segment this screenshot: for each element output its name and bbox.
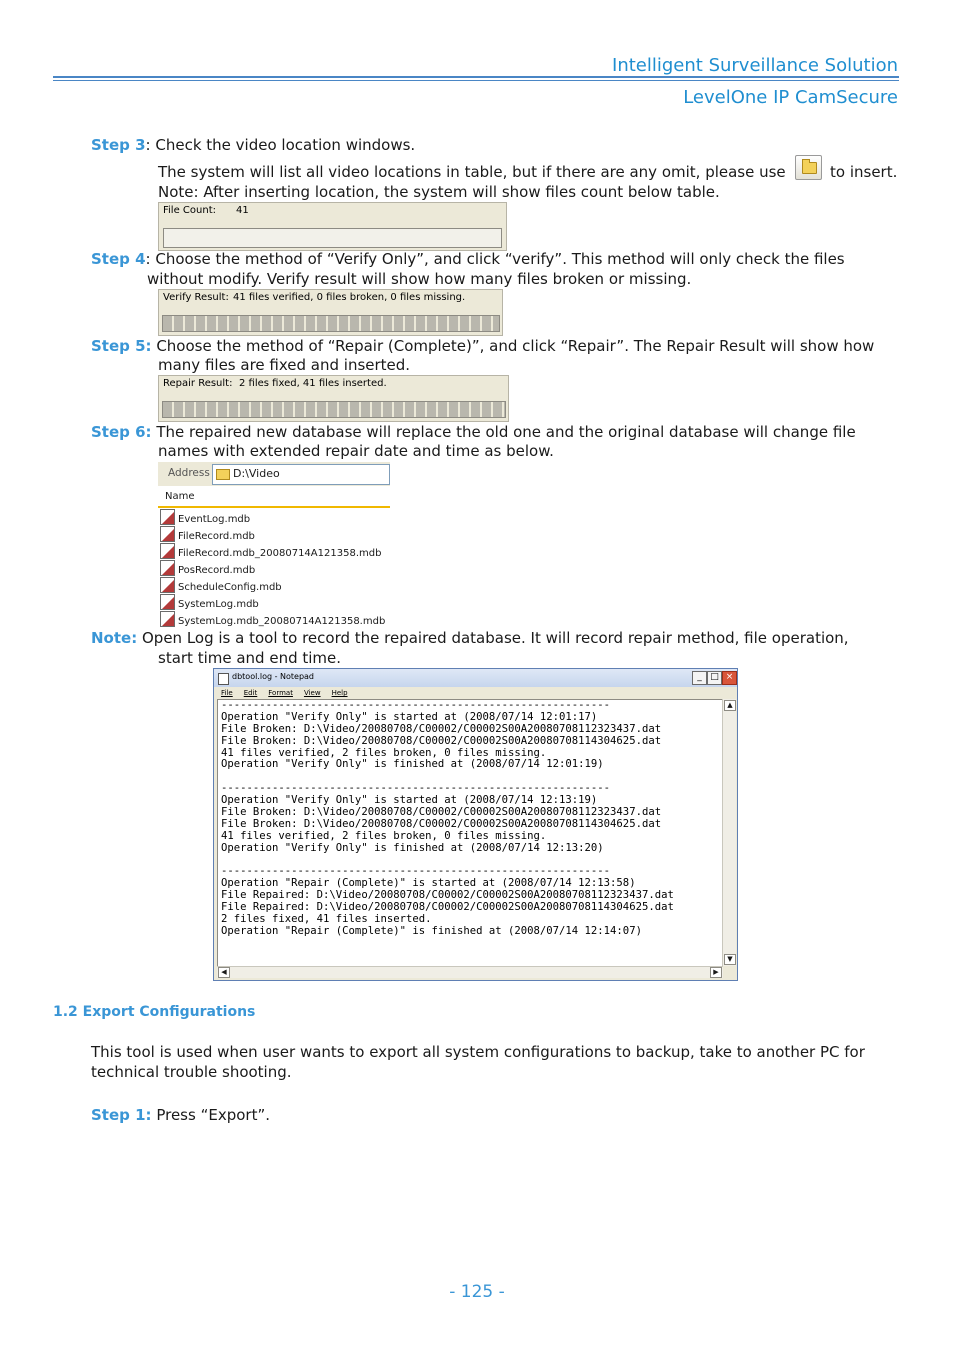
note-text2: start time and end time. [158, 649, 342, 667]
menu-view[interactable]: View [303, 689, 321, 697]
notepad-text-area[interactable] [217, 699, 723, 967]
scroll-down-arrow-icon[interactable]: ▼ [724, 954, 736, 965]
step4-text: : Choose the method of “Verify Only”, and click “verify”. This method will only check the files [145, 250, 845, 268]
file-count-label: File Count: [163, 205, 216, 216]
vertical-scrollbar[interactable] [722, 699, 736, 966]
file-name: ScheduleConfig.mdb [178, 582, 282, 593]
repair-progress-bar [162, 401, 506, 418]
file-name: FileRecord.mdb_20080714A121358.mdb [178, 548, 382, 559]
verify-result-value: 41 files verified, 0 files broken, 0 files missing. [233, 292, 466, 303]
log-line: Operation "Verify Only" is started at (2008/07/14 12:01:17) [221, 710, 598, 723]
section-para2: technical trouble shooting. [91, 1063, 292, 1081]
log-line: File Broken: D:\Video/20080708/C00002/C00002S00A20080708112323437.dat [221, 806, 662, 819]
step6-text: The repaired new database will replace the old one and the original database will change file [156, 423, 856, 441]
log-line: Operation "Repair (Complete)" is finished at (2008/07/14 12:14:07) [221, 924, 642, 937]
step3-text: : Check the video location windows. [145, 136, 416, 154]
verify-result-label: Verify Result: [163, 292, 229, 303]
log-line: 41 files verified, 2 files broken, 0 files missing. [221, 829, 547, 842]
mdb-file-icon [160, 509, 175, 525]
menu-edit[interactable]: Edit [243, 689, 258, 697]
menu-format[interactable]: Format [268, 689, 293, 697]
note-text: Open Log is a tool to record the repaired database. It will record repair method, file operation, [141, 629, 849, 647]
mdb-file-icon [160, 560, 175, 576]
explorer-window [158, 462, 390, 627]
step4-label: Step 4 [91, 250, 146, 268]
address-value: D:\Video [233, 467, 280, 480]
log-line: 41 files verified, 2 files broken, 0 files missing. [221, 746, 547, 759]
log-line: ------------------------------------------------------------- [221, 865, 611, 878]
repair-result-label: Repair Result: [163, 378, 233, 389]
step4-line [91, 249, 845, 269]
notepad-title: dbtool.log - Notepad [232, 672, 315, 681]
log-line: File Broken: D:\Video/20080708/C00002/C00002S00A20080708114304625.dat [221, 817, 662, 830]
address-field[interactable] [212, 464, 390, 485]
step3-line [91, 135, 415, 155]
step5-line [91, 336, 874, 356]
scroll-up-arrow-icon[interactable]: ▲ [724, 700, 736, 711]
section-step1-line [91, 1105, 270, 1125]
menu-help[interactable]: Help [331, 689, 348, 697]
step5-text2: many files are fixed and inserted. [158, 356, 411, 374]
mdb-file-icon [160, 611, 175, 627]
mdb-file-icon [160, 526, 175, 542]
address-bar [158, 462, 390, 486]
header-title: Intelligent Surveillance Solution [612, 55, 898, 76]
file-row[interactable] [160, 611, 385, 627]
close-button[interactable]: × [722, 671, 737, 685]
file-row[interactable] [160, 509, 250, 525]
folder-insert-icon[interactable] [795, 155, 822, 180]
notepad-titlebar[interactable] [214, 669, 737, 687]
file-name: SystemLog.mdb_20080714A121358.mdb [178, 616, 386, 627]
file-name: PosRecord.mdb [178, 565, 256, 576]
note-label: Note: [91, 629, 138, 647]
step6-line [91, 422, 856, 442]
file-name: FileRecord.mdb [178, 531, 255, 542]
section-para1: This tool is used when user wants to export all system configurations to backup, take to another PC for [91, 1043, 865, 1061]
file-name: EventLog.mdb [178, 514, 251, 525]
step3-desc1-tail: to insert. [830, 163, 898, 181]
file-row[interactable] [160, 594, 259, 610]
log-line: ------------------------------------------------------------- [221, 699, 611, 711]
mdb-file-icon [160, 543, 175, 559]
file-row[interactable] [160, 543, 381, 559]
horizontal-scrollbar[interactable] [217, 966, 723, 978]
file-count-panel [158, 202, 507, 251]
log-line: Operation "Verify Only" is finished at (2008/07/14 12:01:19) [221, 758, 604, 771]
header-rule [53, 76, 899, 78]
log-content [221, 700, 674, 938]
scroll-right-arrow-icon[interactable]: ▶ [710, 967, 722, 978]
repair-result-value: 2 files fixed, 41 files inserted. [239, 378, 387, 389]
notepad-icon [218, 673, 229, 685]
mdb-file-icon [160, 594, 175, 610]
header-rule-thin [53, 80, 899, 81]
folder-icon [216, 469, 230, 480]
log-line: ------------------------------------------------------------- [221, 782, 611, 795]
section-title: 1.2 Export Configurations [53, 1004, 256, 1020]
header-subtitle: LevelOne IP CamSecure [683, 87, 898, 108]
verify-progress-bar [162, 315, 500, 332]
step3-label: Step 3 [91, 136, 146, 154]
step3-desc2: Note: After inserting location, the system will show files count below table. [158, 183, 720, 201]
log-line: File Broken: D:\Video/20080708/C00002/C00002S00A20080708112323437.dat [221, 722, 662, 735]
column-header-name[interactable] [158, 488, 390, 508]
maximize-button[interactable]: □ [707, 671, 722, 685]
log-line: Operation "Repair (Complete)" is started at (2008/07/14 12:13:58) [221, 877, 636, 890]
step6-text2: names with extended repair date and time as below. [158, 442, 554, 460]
section-step1-label: Step 1: [91, 1106, 152, 1124]
step5-label: Step 5: [91, 337, 152, 355]
scroll-left-arrow-icon[interactable]: ◀ [218, 967, 230, 978]
page-number: - 125 - [449, 1282, 505, 1302]
file-row[interactable] [160, 560, 255, 576]
log-line: File Repaired: D:\Video/20080708/C00002/C00002S00A20080708114304625.dat [221, 901, 674, 914]
verify-result-panel [158, 289, 503, 336]
log-line: File Repaired: D:\Video/20080708/C00002/C00002S00A20080708112323437.dat [221, 889, 674, 902]
file-name: SystemLog.mdb [178, 599, 259, 610]
step4-text2: without modify. Verify result will show how many files broken or missing. [147, 270, 692, 288]
log-line: File Broken: D:\Video/20080708/C00002/C00002S00A20080708114304625.dat [221, 734, 662, 747]
file-row[interactable] [160, 577, 282, 593]
mdb-file-icon [160, 577, 175, 593]
file-count-value: 41 [236, 205, 249, 216]
notepad-window [213, 668, 738, 981]
note-line [91, 628, 849, 648]
step3-desc1: The system will list all video locations in table, but if there are any omit, please use [158, 163, 786, 181]
section-step1-text: Press “Export”. [156, 1106, 270, 1124]
minimize-button[interactable]: _ [692, 671, 707, 685]
log-line: Operation "Verify Only" is finished at (2008/07/14 12:13:20) [221, 841, 604, 854]
address-label: Address [168, 467, 210, 479]
log-line: Operation "Verify Only" is started at (2008/07/14 12:13:19) [221, 794, 598, 807]
file-count-box [163, 228, 502, 248]
log-line: 2 files fixed, 41 files inserted. [221, 913, 432, 926]
notepad-menubar [214, 687, 737, 699]
menu-file[interactable]: File [221, 689, 233, 697]
step6-label: Step 6: [91, 423, 152, 441]
step5-text: Choose the method of “Repair (Complete)”, and click “Repair”. The Repair Result will show how [156, 337, 875, 355]
repair-result-panel [158, 375, 509, 422]
file-row[interactable] [160, 526, 255, 542]
column-name-label: Name [165, 491, 195, 502]
